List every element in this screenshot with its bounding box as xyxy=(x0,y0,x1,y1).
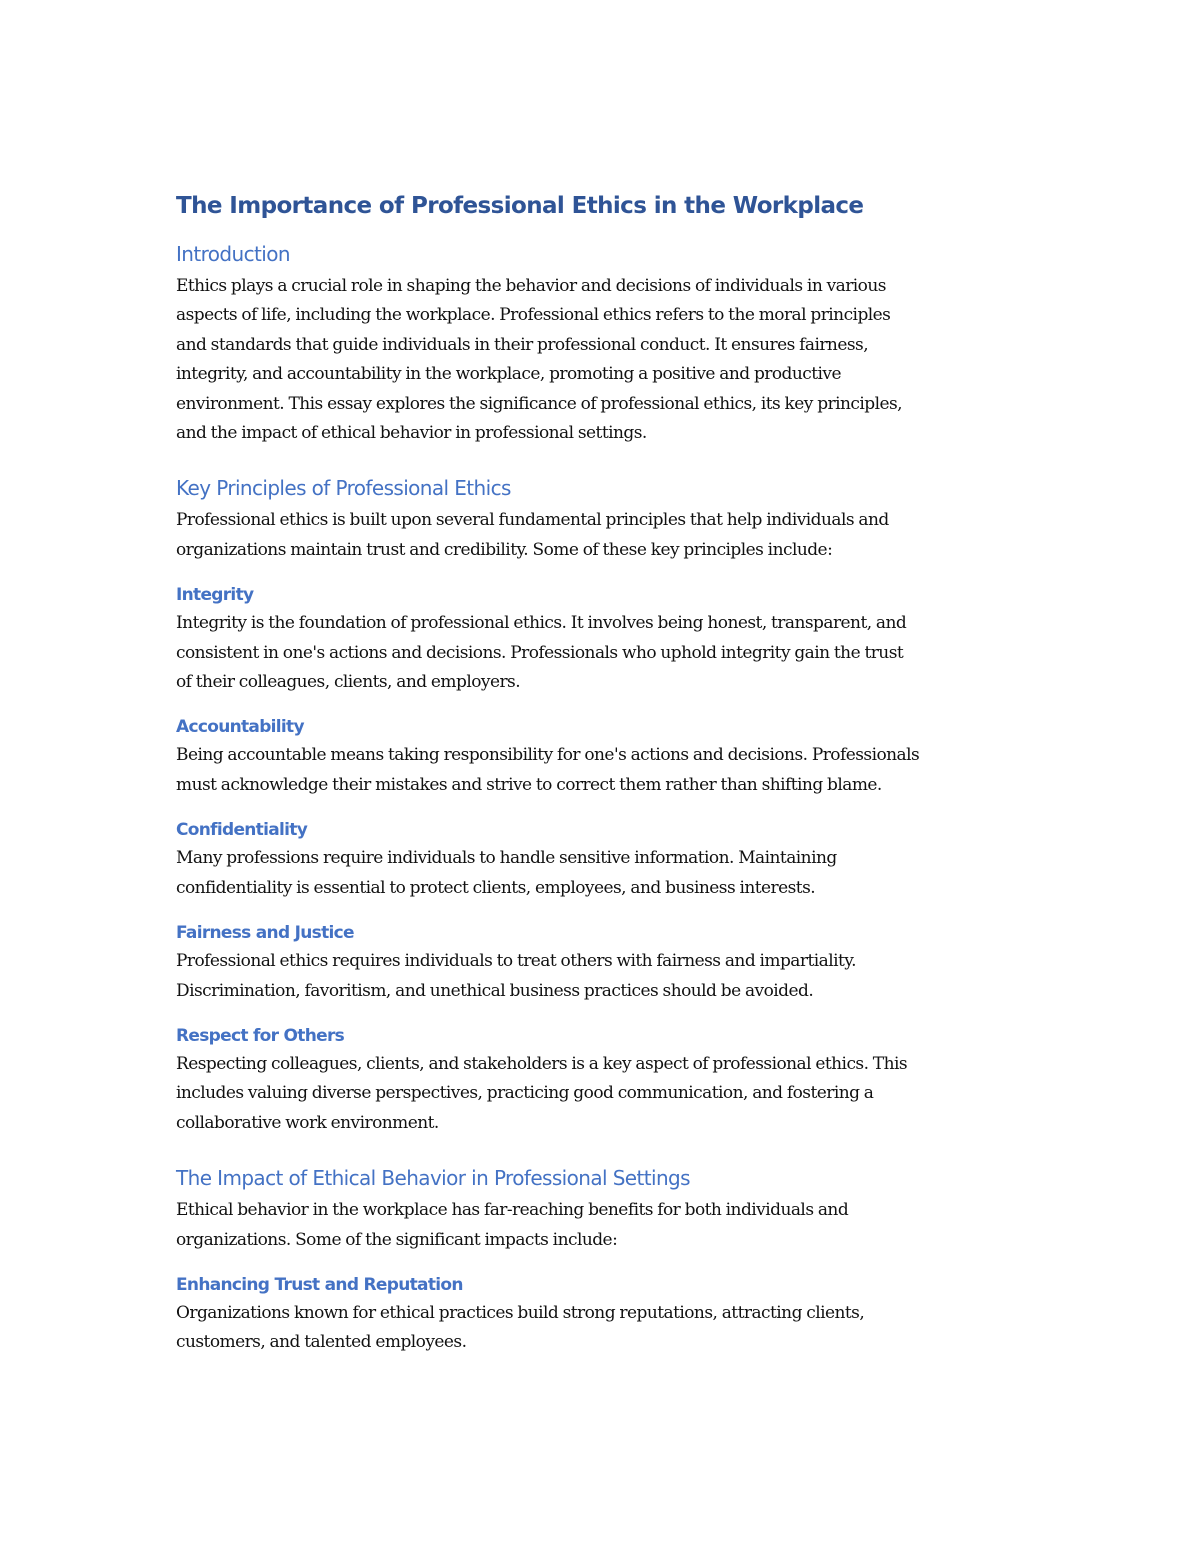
integrity-heading: Integrity xyxy=(176,585,254,606)
trust-reputation-heading: Enhancing Trust and Reputation xyxy=(176,1274,463,1295)
paragraph-line: and the impact of ethical behavior in professional settings. xyxy=(176,423,647,444)
confidentiality-heading: Confidentiality xyxy=(176,820,308,841)
respect-others-paragraph xyxy=(176,1050,1036,1138)
paragraph-line: and standards that guide individuals in their professional conduct. It ensures fairness, xyxy=(176,334,869,355)
paragraph-line: Organizations known for ethical practices build strong reputations, attracting clients, xyxy=(176,1302,865,1323)
paragraph-line: of their colleagues, clients, and employers. xyxy=(176,672,521,693)
accountability-heading: Accountability xyxy=(176,717,304,738)
paragraph-line: Respecting colleagues, clients, and stakeholders is a key aspect of professional ethics. This xyxy=(176,1053,908,1074)
impact-heading: The Impact of Ethical Behavior in Professional Settings xyxy=(176,1166,690,1191)
key-principles-paragraph xyxy=(176,506,1036,565)
paragraph-line: includes valuing diverse perspectives, practicing good communication, and fostering a xyxy=(176,1083,874,1104)
document-body xyxy=(176,190,1036,1358)
fairness-justice-heading: Fairness and Justice xyxy=(176,923,354,944)
paragraph-line: collaborative work environment. xyxy=(176,1112,439,1133)
paragraph-line: Being accountable means taking responsibility for one's actions and decisions. Professionals xyxy=(176,745,920,766)
paragraph-line: Professional ethics requires individuals to treat others with fairness and impartiality. xyxy=(176,951,856,972)
confidentiality-paragraph xyxy=(176,844,1036,903)
paragraph-line: Professional ethics is built upon several fundamental principles that help individuals and xyxy=(176,510,889,531)
paragraph-line: organizations. Some of the significant impacts include: xyxy=(176,1229,618,1250)
paragraph-line: Integrity is the foundation of professional ethics. It involves being honest, transparent, and xyxy=(176,613,907,634)
impact-paragraph xyxy=(176,1196,1036,1255)
introduction-paragraph xyxy=(176,272,1036,448)
paragraph-line: Ethical behavior in the workplace has far-reaching benefits for both individuals and xyxy=(176,1200,849,1221)
paragraph-line: must acknowledge their mistakes and strive to correct them rather than shifting blame. xyxy=(176,774,882,795)
paragraph-line: Ethics plays a crucial role in shaping the behavior and decisions of individuals in various xyxy=(176,276,886,296)
paragraph-line: environment. This essay explores the significance of professional ethics, its key principles, xyxy=(176,393,903,414)
accountability-paragraph xyxy=(176,741,1036,800)
paragraph-line: Discrimination, favoritism, and unethical business practices should be avoided. xyxy=(176,980,814,1001)
key-principles-heading: Key Principles of Professional Ethics xyxy=(176,476,511,501)
integrity-paragraph xyxy=(176,609,1036,697)
paragraph-line: confidentiality is essential to protect clients, employees, and business interests. xyxy=(176,877,816,898)
paragraph-line: organizations maintain trust and credibility. Some of these key principles include: xyxy=(176,539,833,560)
paragraph-line: aspects of life, including the workplace. Professional ethics refers to the moral principles xyxy=(176,305,891,326)
paragraph-line: customers, and talented employees. xyxy=(176,1332,467,1353)
paragraph-line: consistent in one's actions and decisions. Professionals who uphold integrity gain the trust xyxy=(176,642,904,663)
paragraph-line: Many professions require individuals to handle sensitive information. Maintaining xyxy=(176,848,837,869)
introduction-heading: Introduction xyxy=(176,242,290,266)
trust-reputation-paragraph xyxy=(176,1299,1036,1358)
document-title: The Importance of Professional Ethics in the Workplace xyxy=(176,193,864,219)
fairness-justice-paragraph xyxy=(176,947,1036,1006)
respect-others-heading: Respect for Others xyxy=(176,1025,345,1046)
paragraph-line: integrity, and accountability in the workplace, promoting a positive and productive xyxy=(176,364,841,385)
